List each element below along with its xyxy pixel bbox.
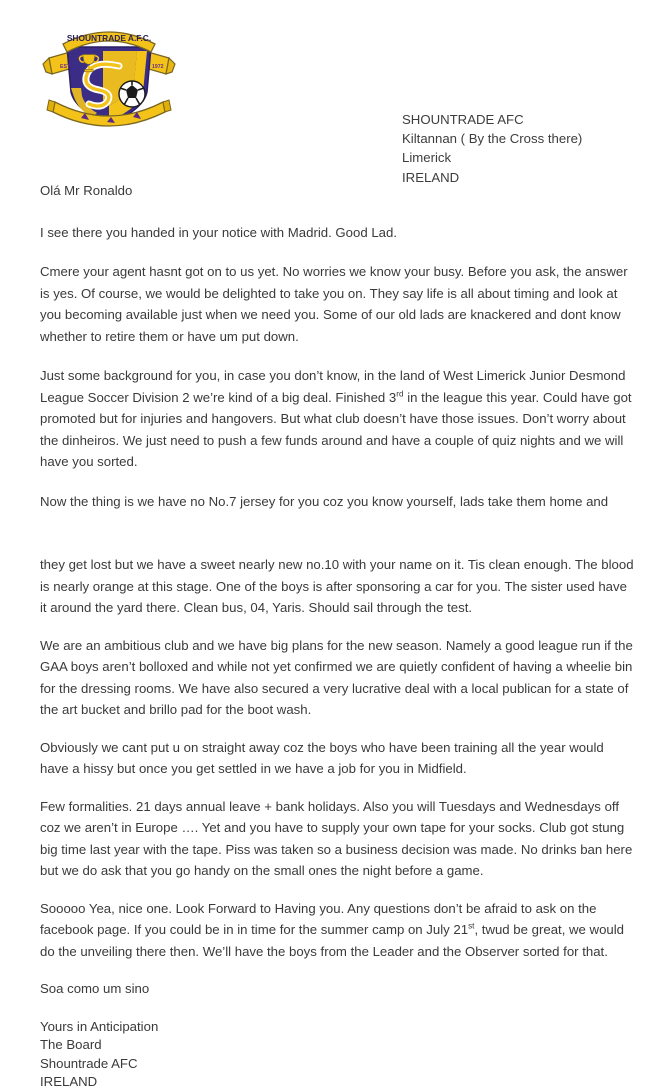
sender-address-block xyxy=(402,110,642,187)
club-crest-icon xyxy=(33,14,185,132)
signoff-line: IRELAND xyxy=(40,1074,98,1089)
paragraph-background-post: in the league this year. Could have got promoted but for injuries and hangovers. But what club doesn’t have those issues. Don’t worry about the dinheiros. We just need to push a few funds around and have a couple of quiz nights and we will have you sorted. xyxy=(40,389,632,469)
signoff-line: The Board xyxy=(40,1037,102,1052)
paragraph-background-pre: Just some background for you, in case you don’t know, in the land of West Limerick Junior Desmond League Soccer Division 2 we’re kind of a big deal. Finished 3 xyxy=(40,368,626,405)
greeting-line: Olá Mr Ronaldo xyxy=(40,183,133,198)
ordinal-suffix-st: st xyxy=(468,921,475,931)
address-line: IRELAND xyxy=(402,169,460,185)
paragraph-midfield: Obviously we cant put u on straight away coz the boys who have been training all the year would have a hissy but once you get settled in we have a job for you in Midfield. xyxy=(40,739,604,776)
signoff-block xyxy=(40,1018,634,1092)
paragraph-jersey-continued: they get lost but we have a sweet nearly new no.10 with your name on it. Tis clean enough. The blood is nearly orange at this stage. One of the boys is after sponsoring a car for you. The sister used have it around the yard there. Clean bus, 04, Yaris. Should sail through the test. xyxy=(40,557,634,615)
letter-body xyxy=(40,180,634,1092)
paragraph-closing-post: , twud be great, we would do the unveiling there then. We’ll have the boys from the Leader and the Observer sorted for that. xyxy=(40,922,624,959)
paragraph-closing-pre: Sooooo Yea, nice one. Look Forward to Having you. Any questions don’t be afraid to ask on the facebook page. If you could be in in time for the summer camp on July 21 xyxy=(40,900,597,937)
svg-text:1972: 1972 xyxy=(152,64,164,70)
paragraph-background xyxy=(40,365,634,473)
address-line: Limerick xyxy=(402,150,452,166)
paragraph-ambition: We are an ambitious club and we have big plans for the new season. Namely a good league run if the GAA boys aren’t bolloxed and while not yet confirmed we are quietly confident of having a wheelie bin for the dressing rooms. We have also secured a very lucrative deal with a local publican for a state of the art bucket and brillo pad for the boot wash. xyxy=(40,637,633,717)
paragraph-agent: Cmere your agent hasnt got on to us yet. No worries we know your busy. Before you ask, the answer is yes. Of course, we would be delighted to take you on. They say life is all about timing and look at you becoming available just when we need you. Some of our old lads are knackered and dont know whether to retire them or have um put down. xyxy=(40,264,628,344)
signoff-line: Shountrade AFC xyxy=(40,1055,138,1071)
farewell-line: Soa como um sino xyxy=(40,981,150,996)
paragraph-formalities: Few formalities. 21 days annual leave + bank holidays. Also you will Tuesdays and Wednesdays off coz we aren’t in Europe …. Yet and you have to supply your own tape for your socks. Club got stung big time last year with the tape. Piss was taken so a business decision was made. No drinks ban here but we do ask that you go handy on the small ones the night before a game. xyxy=(40,798,633,878)
svg-text:SHOUNTRADE A.F.C.: SHOUNTRADE A.F.C. xyxy=(66,33,152,43)
svg-text:EST: EST xyxy=(60,64,71,70)
paragraph-jersey-top: Now the thing is we have no No.7 jersey for you coz you know yourself, lads take them home and xyxy=(40,493,609,509)
paragraph-closing xyxy=(40,898,634,963)
signoff-line: Yours in Anticipation xyxy=(40,1018,159,1034)
page-break-gap xyxy=(40,512,634,554)
paragraph-notice: I see there you handed in your notice with Madrid. Good Lad. xyxy=(40,224,398,240)
ordinal-suffix-rd: rd xyxy=(396,389,404,399)
address-line: Kiltannan ( By the Cross there) xyxy=(402,131,583,147)
address-line: SHOUNTRADE AFC xyxy=(402,112,524,127)
